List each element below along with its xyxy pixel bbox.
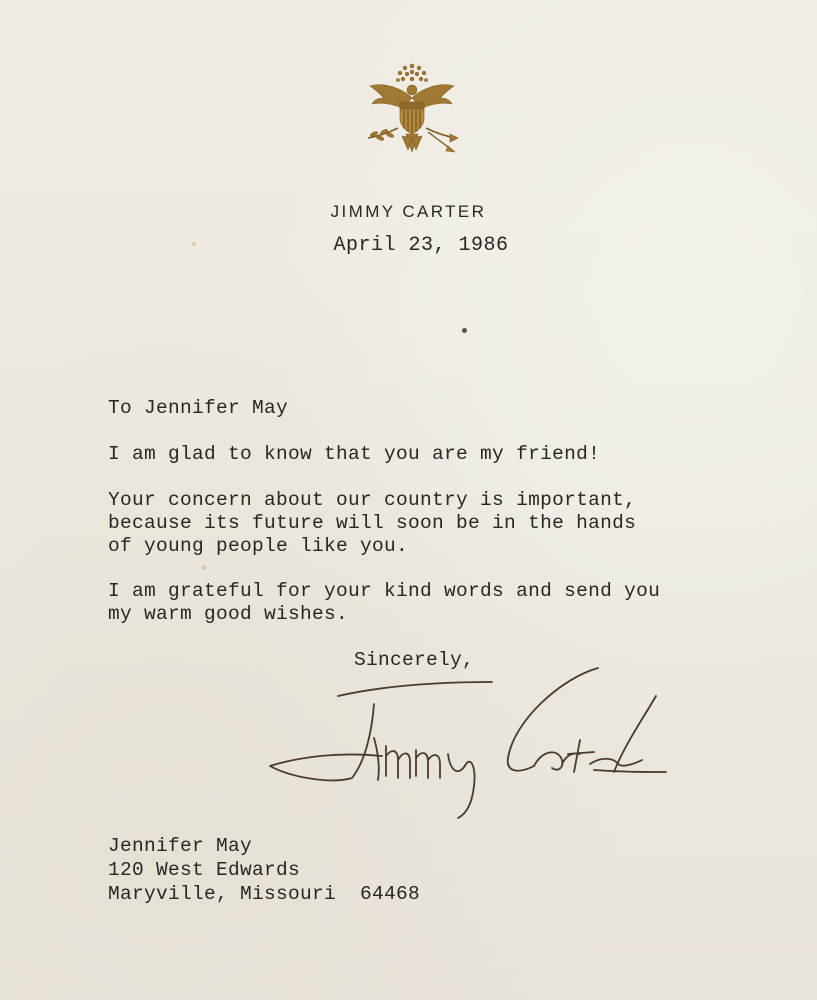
- handwritten-signature: [262, 660, 682, 820]
- body-paragraph-3: I am grateful for your kind words and send you my warm good wishes.: [108, 580, 661, 625]
- star-cloud: [397, 64, 428, 82]
- letter-date: April 23, 1986: [333, 234, 509, 257]
- body-paragraph-2: Your concern about our country is important, because its future will soon be in the hands of young people like you.: [108, 489, 637, 557]
- closing: Sincerely,: [354, 649, 475, 671]
- paper-stain: [202, 565, 207, 570]
- paper-stain: [192, 242, 196, 246]
- presidential-eagle-seal-icon: [362, 58, 462, 164]
- body-paragraph-1: I am glad to know that you are my friend!: [108, 443, 601, 465]
- recipient-address: [108, 834, 420, 906]
- recipient-street: 120 West Edwards: [108, 859, 301, 881]
- recipient-name: Jennifer May: [108, 835, 253, 857]
- salutation: To Jennifer May: [108, 397, 289, 419]
- recipient-city-state-zip: Maryville, Missouri 64468: [108, 883, 421, 905]
- paper-mark: [462, 328, 467, 333]
- letterhead-name: JIMMY CARTER: [330, 202, 487, 221]
